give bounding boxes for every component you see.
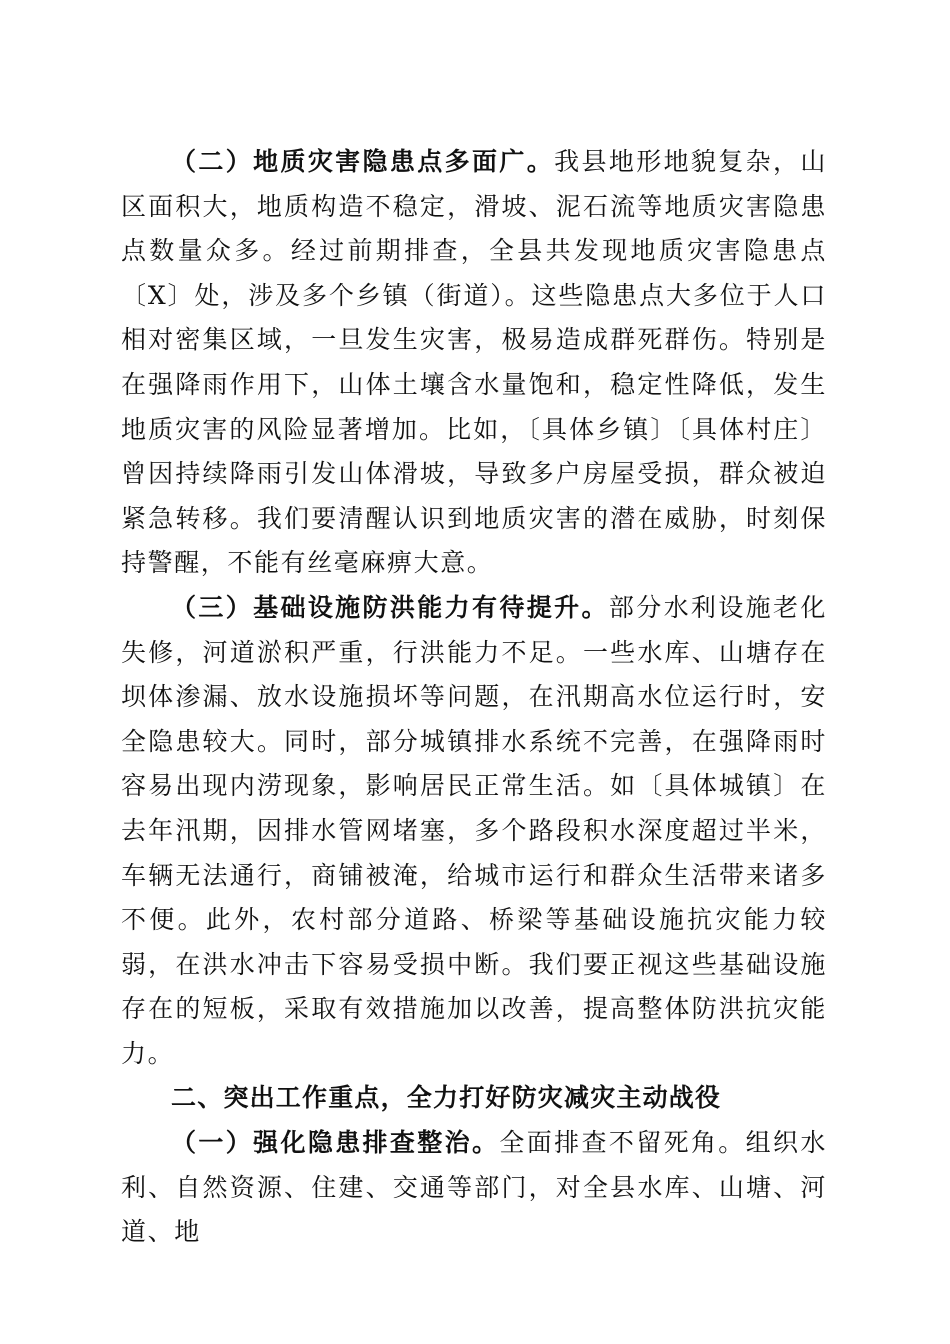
paragraph-lead: （二）地质灾害隐患点多面广。 <box>171 147 555 176</box>
section-heading: 二、突出工作重点，全力打好防灾减灾主动战役 <box>171 1083 722 1113</box>
paragraph-infrastructure <box>121 586 827 1077</box>
paragraph-text: 我县地形地貌复杂，山区面积大，地质构造不稳定，滑坡、泥石流等地质灾害隐患点数量众多。经过前期排查，全县共发现地质灾害隐患点〔X〕处，涉及多个乡镇（街道）。这些隐患点大多位于人口相对密集区域，一旦发生灾害，极易造成群死群伤。特别是在强降雨作用下，山体土壤含水量饱和，稳定性降低，发生地质灾害的风险显著增加。比如，〔具体乡镇〕〔具体村庄〕曾因持续降雨引发山体滑坡，导致多户房屋受损，群众被迫紧急转移。我们要清醒认识到地质灾害的潜在威胁，时刻保持警醒，不能有丝毫麻痹大意。 <box>121 147 827 578</box>
paragraph-geological-hazards <box>121 140 827 586</box>
paragraph-hazard-inspection <box>121 1121 827 1255</box>
paragraph-text: 部分水利设施老化失修，河道淤积严重，行洪能力不足。一些水库、山塘存在坝体渗漏、放水设施损坏等问题，在汛期高水位运行时，安全隐患较大。同时，部分城镇排水系统不完善，在强降雨时容易出现内涝现象，影响居民正常生活。如〔具体城镇〕在去年汛期，因排水管网堵塞，多个路段积水深度超过半米，车辆无法通行，商铺被淹，给城市运行和群众生活带来诸多不便。此外，农村部分道路、桥梁等基础设施抗灾能力较弱，在洪水冲击下容易受损中断。我们要正视这些基础设施存在的短板，采取有效措施加以改善，提高整体防洪抗灾能力。 <box>121 592 827 1068</box>
paragraph-lead: （三）基础设施防洪能力有待提升。 <box>171 592 609 622</box>
paragraph-lead: （一）强化隐患排查整治。 <box>171 1128 500 1158</box>
document-body <box>121 140 827 1255</box>
paragraph-text: 全面排查不留死角。组织水利、自然资源、住建、交通等部门，对全县水库、山塘、河道、地 <box>121 1128 828 1247</box>
